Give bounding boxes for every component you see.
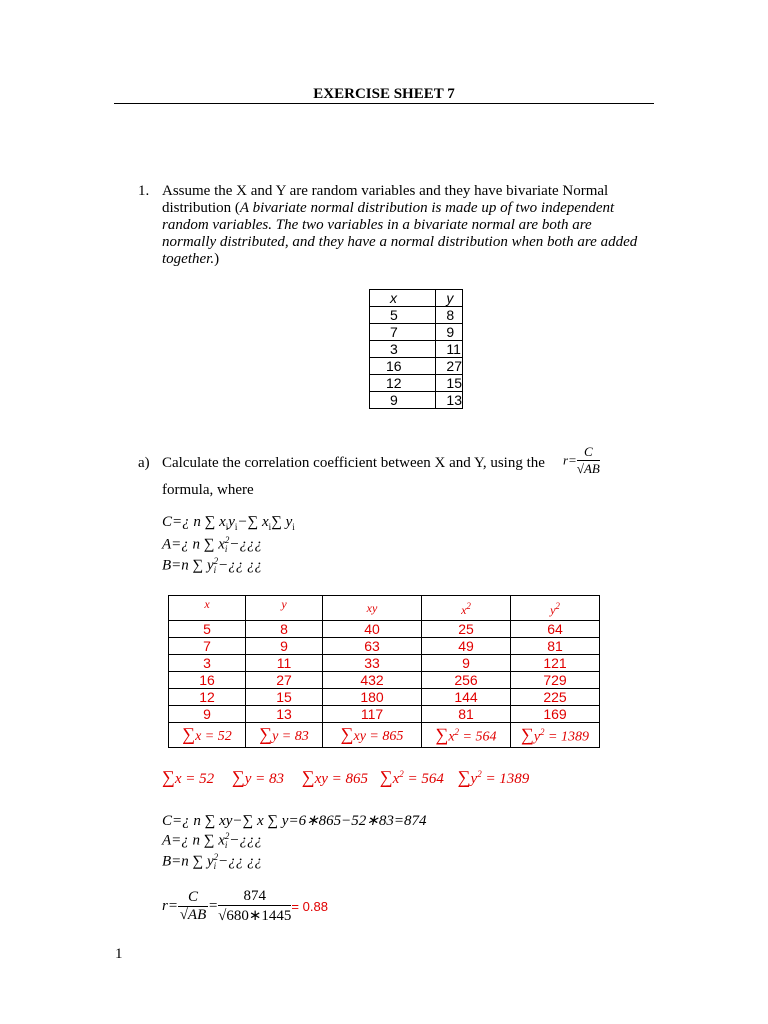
sub: i — [234, 522, 238, 532]
sum-text: xy = 865 — [353, 728, 404, 744]
sub: i — [213, 565, 217, 575]
sup: 2 — [466, 601, 471, 611]
table-cell: 25 — [422, 621, 511, 638]
sup: 2 — [224, 831, 230, 841]
title-rule — [114, 103, 654, 104]
table-cell: 40 — [323, 621, 422, 638]
table-cell: 432 — [323, 672, 422, 689]
question-tail: ) — [214, 251, 220, 267]
b-def-part: B=n ∑ y — [162, 557, 214, 574]
r-fraction-2 — [218, 888, 291, 925]
sum-sign: ∑ — [520, 724, 534, 745]
table-cell: 117 — [323, 706, 422, 723]
header-text: x — [204, 597, 210, 611]
sup: 2 — [540, 727, 545, 738]
table-cell: 180 — [323, 689, 422, 706]
sum-cell-x — [169, 723, 246, 748]
table-cell: 169 — [511, 706, 600, 723]
table-row — [169, 638, 600, 655]
b-res-part: B=n ∑ y — [162, 853, 214, 870]
sup: 2 — [555, 601, 560, 611]
a-definition — [162, 536, 262, 554]
sum-sign: ∑ — [231, 767, 245, 787]
table-row — [370, 392, 463, 409]
sup: 2 — [213, 852, 219, 862]
page-number: 1 — [115, 946, 123, 962]
sup: 2 — [399, 769, 404, 779]
part-a-text: Calculate the correlation coefficient between X and Y, using the — [162, 455, 545, 471]
r-formula-den: √AB — [576, 461, 600, 476]
table-cell: 15 — [246, 689, 323, 706]
table-cell: 81 — [422, 706, 511, 723]
table-cell: 225 — [511, 689, 600, 706]
table-cell: 27 — [436, 358, 463, 375]
sub: i — [224, 840, 228, 850]
b-result — [162, 853, 262, 871]
sub: i — [224, 544, 228, 554]
table-cell: 9 — [436, 324, 463, 341]
table-cell: 63 — [323, 638, 422, 655]
part-a-label: a) — [138, 455, 150, 471]
table-row — [370, 358, 463, 375]
sum-sign: ∑ — [457, 767, 471, 787]
sum-text: y = 83 — [244, 771, 284, 787]
sum-sign: ∑ — [182, 723, 196, 744]
table-row — [370, 307, 463, 324]
table-cell: 7 — [370, 324, 436, 341]
table-header-x: x — [370, 290, 436, 307]
sum-sign: ∑ — [379, 767, 393, 787]
table-row — [169, 689, 600, 706]
c-def-part: y — [228, 514, 235, 530]
c-def-part: ∑ y — [271, 514, 293, 530]
sum-text: x = 52 — [195, 728, 232, 744]
calc-header-y — [246, 596, 323, 621]
table-cell: 3 — [169, 655, 246, 672]
sup: 2 — [477, 769, 482, 779]
sup: 2 — [224, 535, 230, 545]
sup: 2 — [454, 727, 460, 738]
sub: i — [292, 522, 295, 532]
b-definition — [162, 557, 262, 575]
table-cell: 3 — [370, 341, 436, 358]
sum-sign: ∑ — [340, 723, 354, 744]
table-row — [370, 375, 463, 392]
a-def-part: A=¿ n ∑ x — [162, 536, 225, 553]
sum-cell-xy — [323, 723, 422, 748]
sum-text: y — [533, 729, 541, 745]
table-cell: 9 — [246, 638, 323, 655]
sub: i — [213, 861, 217, 871]
table-row — [169, 655, 600, 672]
table-row — [169, 621, 600, 638]
sum-sign: ∑ — [162, 767, 175, 787]
table-row — [370, 341, 463, 358]
table-cell: 13 — [246, 706, 323, 723]
table-cell: 5 — [169, 621, 246, 638]
r-formula-num: C — [577, 444, 600, 461]
b-res-tail: −¿¿ ¿¿ — [218, 853, 263, 870]
table-row — [370, 290, 463, 307]
table-cell: 64 — [511, 621, 600, 638]
question-italic: A bivariate normal distribution is made up of two independent random variables. The two variables in a bivariate normal are both are normally distributed, and they have a normal distribution when both are added together. — [162, 200, 638, 267]
sum-sign: ∑ — [301, 767, 315, 787]
r-formula-fraction — [577, 444, 600, 477]
table-cell: 121 — [511, 655, 600, 672]
sum-text: y = 83 — [272, 728, 309, 744]
table-cell: 9 — [422, 655, 511, 672]
table-cell: 27 — [246, 672, 323, 689]
sum-sign: ∑ — [259, 723, 273, 744]
calc-header-xy — [323, 596, 422, 621]
table-cell: 9 — [169, 706, 246, 723]
header-text: xy — [366, 601, 378, 615]
table-row-sums — [169, 723, 600, 748]
header-text: y — [281, 597, 287, 611]
sum-sign: ∑ — [435, 724, 449, 745]
table-row — [370, 324, 463, 341]
sum-text: x — [448, 729, 455, 745]
table-cell: 12 — [370, 375, 436, 392]
header-text: x — [461, 603, 467, 617]
table-cell: 12 — [169, 689, 246, 706]
sum-text: x = 52 — [174, 771, 215, 787]
table-cell: 15 — [436, 375, 463, 392]
r-formula-lhs: r= — [563, 452, 577, 468]
table-header-y: y — [436, 290, 463, 307]
c-def-part: C=¿ n ∑ x — [162, 514, 226, 530]
table-row — [169, 672, 600, 689]
table-cell: 13 — [436, 392, 463, 409]
c-result: C=¿ n ∑ xy−∑ x ∑ y=6∗865−52∗83=874 — [162, 813, 427, 829]
table-cell: 9 — [370, 392, 436, 409]
table-row — [169, 706, 600, 723]
table-cell: 33 — [323, 655, 422, 672]
question-lead: Assume the X and Y are random variables and they have bivariate Normal distribution ( — [162, 183, 609, 216]
b-def-tail: −¿¿ ¿¿ — [218, 557, 263, 574]
r-fraction-1 — [178, 889, 208, 924]
c-definition — [162, 514, 295, 532]
table-cell: 256 — [422, 672, 511, 689]
sum-text: y — [470, 771, 478, 787]
data-table — [369, 289, 463, 409]
table-cell: 144 — [422, 689, 511, 706]
calc-table — [168, 595, 600, 748]
question-text — [162, 183, 640, 268]
a-def-tail: −¿¿¿ — [229, 536, 263, 553]
table-cell: 729 — [511, 672, 600, 689]
sum-text: x — [392, 771, 400, 787]
sum-cell-x2 — [422, 723, 511, 748]
table-cell: 49 — [422, 638, 511, 655]
r-formula — [563, 444, 600, 477]
table-cell: 11 — [246, 655, 323, 672]
sub: i — [225, 522, 229, 532]
r-value: = 0.88 — [291, 899, 328, 914]
r-result — [162, 888, 328, 925]
a-res-tail: −¿¿¿ — [229, 832, 263, 849]
table-cell: 16 — [370, 358, 436, 375]
r-den-1: √AB — [179, 907, 207, 923]
calc-header-x — [169, 596, 246, 621]
table-cell: 5 — [370, 307, 436, 324]
sum-text: xy = 865 — [314, 771, 369, 787]
r-den-2: √680∗1445 — [218, 908, 292, 924]
sum-cell-y2 — [511, 723, 600, 748]
a-res-part: A=¿ n ∑ x — [162, 832, 225, 849]
header-text: y — [550, 603, 556, 617]
sums-line — [162, 767, 529, 788]
table-row — [169, 596, 600, 621]
sub: i — [268, 522, 272, 532]
table-cell: 11 — [436, 341, 463, 358]
sum-tail: = 564 — [459, 729, 497, 745]
sum-tail: = 1389 — [481, 771, 530, 787]
sup: 2 — [213, 556, 219, 566]
r-lhs: r= — [162, 898, 178, 914]
sum-tail: = 1389 — [544, 729, 589, 745]
calc-header-y2 — [511, 596, 600, 621]
part-a-text2: formula, where — [162, 482, 254, 498]
question-number: 1. — [138, 183, 150, 199]
r-num-2: 874 — [218, 888, 291, 906]
table-cell: 16 — [169, 672, 246, 689]
table-cell: 7 — [169, 638, 246, 655]
sum-tail: = 564 — [403, 771, 444, 787]
sum-cell-y — [246, 723, 323, 748]
r-eq: = — [207, 898, 219, 914]
table-cell: 81 — [511, 638, 600, 655]
page-title: EXERCISE SHEET 7 — [313, 86, 455, 102]
c-def-part: −∑ x — [237, 514, 269, 530]
r-num-1: C — [178, 889, 208, 907]
a-result — [162, 832, 262, 850]
calc-header-x2 — [422, 596, 511, 621]
table-cell: 8 — [246, 621, 323, 638]
table-cell: 8 — [436, 307, 463, 324]
